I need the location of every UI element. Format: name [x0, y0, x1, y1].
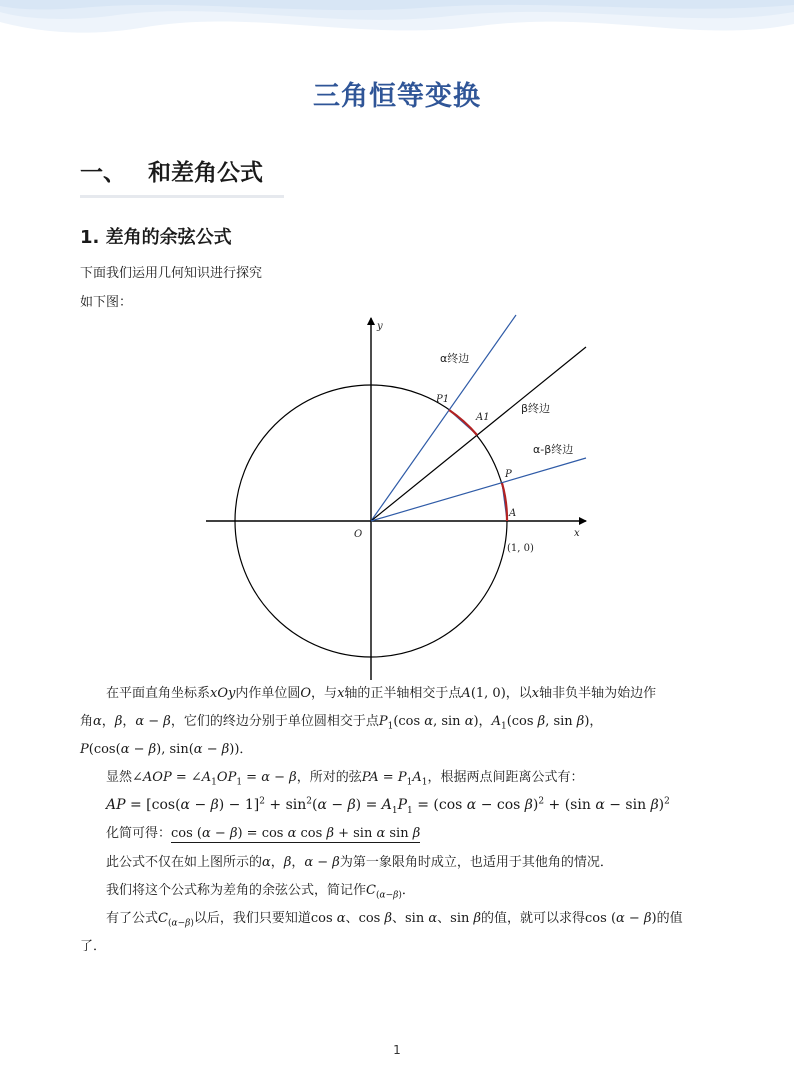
math-alpha: α	[93, 714, 102, 729]
text: 内作单位圆	[235, 686, 301, 701]
origin-label: O	[354, 529, 363, 540]
point-a-label: A	[509, 508, 517, 519]
text: 为第一象限角时成立，也适用于其他角的情况．	[339, 855, 613, 870]
alpha-ray	[371, 315, 516, 521]
page-number: 1	[393, 1043, 401, 1057]
y-axis-label: y	[377, 321, 383, 332]
text: 角	[80, 714, 94, 729]
paragraph-1-line-2	[80, 712, 602, 732]
paragraph-2	[106, 768, 583, 788]
text: 轴非负半轴为始边作	[539, 686, 657, 701]
text: 化简可得：	[106, 826, 172, 841]
section-number: 一、	[80, 160, 126, 186]
math-alpha: α	[262, 855, 271, 870]
math-x: x	[337, 686, 345, 701]
section-heading	[80, 154, 263, 187]
math-point-a: A(1, 0)	[461, 686, 506, 701]
text: ，	[478, 714, 492, 729]
alpha-minus-beta-ray-label: α-β终边	[533, 443, 574, 456]
math-sin-beta: sin β	[450, 911, 482, 926]
text: 的值	[656, 911, 683, 926]
point-a1-label: A1	[476, 412, 490, 423]
text: ．	[239, 742, 253, 757]
text: ，	[589, 714, 603, 729]
math-sin-alpha: sin α	[405, 911, 438, 926]
document-title: 三角恒等变换	[313, 81, 481, 112]
math-beta: β	[283, 855, 292, 870]
text: 、	[437, 911, 451, 926]
paragraph-1-line-3	[80, 740, 252, 760]
alpha-minus-beta-ray	[371, 458, 586, 521]
text: ，	[270, 855, 284, 870]
text: ，	[101, 714, 115, 729]
text: ，	[291, 855, 305, 870]
beta-ray-label: β终边	[521, 402, 551, 415]
math-c-alpha-minus-beta: $C_{(\alpha-\beta)}$	[366, 883, 402, 901]
math-xoy: xOy	[210, 686, 236, 701]
math-beta: β	[114, 714, 123, 729]
text: ，根据两点间距离公式有：	[427, 770, 584, 785]
math-c-alpha-minus-beta: $C_{(\alpha-\beta)}$	[158, 911, 194, 929]
text: ，与	[311, 686, 338, 701]
math-point-p: P(cos(α − β), sin(α − β))	[80, 742, 240, 757]
text: 、	[392, 911, 406, 926]
text: ，	[122, 714, 136, 729]
text: 有了公式	[106, 911, 159, 926]
alpha-ray-label: α终边	[440, 352, 470, 365]
math-x: x	[531, 686, 540, 701]
math-cos-alpha: cos α	[310, 911, 346, 926]
text: 显然	[106, 770, 133, 785]
text: 轴的正半轴相交于点	[344, 686, 462, 701]
text: 在平面直角坐标系	[106, 686, 211, 701]
math-point-a1: $A_1(\cos$ β, sin β)	[491, 714, 590, 732]
distance-formula: AP = $[\cos(\alpha - \beta) - 1]^2 + \sin^2(\alpha - \beta) = A_1P_1 = (\cos$ α − cos β)$^2$ + (sin α − sin β)$^2$	[106, 796, 670, 816]
beta-ray	[371, 347, 586, 521]
paragraph-3	[106, 824, 420, 844]
header-wave-banner	[0, 0, 794, 60]
math-o: O	[300, 686, 312, 701]
section-underline	[80, 195, 284, 198]
math-cos-beta: cos β	[358, 911, 392, 926]
paragraph-5	[106, 881, 415, 901]
intro-line-2: 如下图：	[80, 295, 133, 310]
math-cos-alpha-minus-beta: cos (α − β)	[585, 911, 657, 926]
text: ，所对的弦	[296, 770, 362, 785]
text: 我们将这个公式称为差角的余弦公式，简记作	[106, 883, 367, 898]
paragraph-1-line-1	[106, 684, 656, 704]
text: 的值，就可以求得	[481, 911, 586, 926]
math-chord-equality: PA = $P_1A_1$	[361, 770, 428, 788]
paragraph-6-line-1	[106, 909, 683, 929]
point-a-coordinate: (1, 0)	[507, 543, 534, 554]
x-axis-label: x	[574, 528, 580, 539]
text: ，它们的终边分别于单位圆相交于点	[170, 714, 379, 729]
section-title: 和差角公式	[148, 160, 263, 186]
intro-line-1: 下面我们运用几何知识进行探究	[80, 266, 263, 281]
math-point-p1: $P_1(\cos$ α, sin α)	[378, 714, 479, 732]
point-p1-label: P1	[436, 394, 450, 405]
text: 此公式不仅在如上图所示的	[106, 855, 263, 870]
text: 、	[345, 911, 359, 926]
math-alpha-minus-beta: α − β	[304, 855, 340, 870]
paragraph-4	[106, 853, 613, 873]
subsection-heading: 1. 差角的余弦公式	[80, 227, 232, 248]
math-alpha-minus-beta: α − β	[135, 714, 171, 729]
paragraph-6-line-2: 了．	[80, 939, 107, 954]
point-p-label: P	[505, 469, 512, 480]
math-cosine-difference-formula: cos (α − β) = cos α cos β + sin α sin β	[171, 826, 421, 841]
text: ．	[401, 883, 415, 898]
math-angle-equality: ∠AOP = $\angle A_1OP_1 = \alpha - \beta$	[132, 770, 297, 788]
text: 以后，我们只要知道	[193, 911, 311, 926]
text: ，以	[505, 686, 532, 701]
unit-circle-figure	[196, 310, 596, 688]
